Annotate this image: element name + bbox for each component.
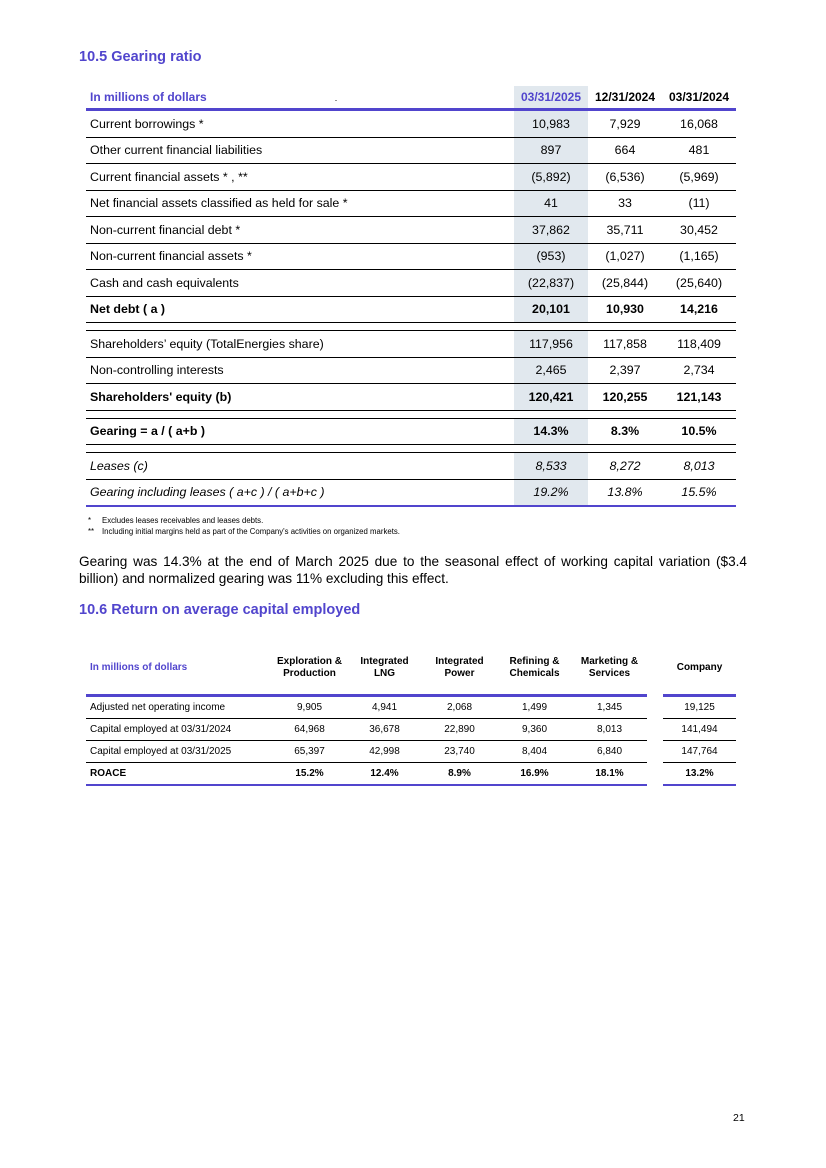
cell: 664 (588, 137, 662, 164)
row-label: Shareholders' equity (b) (86, 384, 514, 411)
cell: 23,740 (422, 741, 497, 763)
cell: 8,404 (497, 741, 572, 763)
gearing-ratio-table (86, 86, 736, 507)
cell: 118,409 (662, 331, 736, 358)
row-label: Gearing including leases ( a+c ) / ( a+b+c ) (86, 479, 514, 506)
cell: 22,890 (422, 719, 497, 741)
table-row (86, 696, 736, 719)
cell: 13.8% (588, 479, 662, 506)
cell: 20,101 (514, 296, 588, 323)
cell: 8,272 (588, 453, 662, 480)
cell: 897 (514, 137, 588, 164)
cell: (25,844) (588, 270, 662, 297)
header-col-03-31-2025: 03/31/2025 (514, 86, 588, 110)
row-label: Capital employed at 03/31/2024 (86, 719, 272, 741)
cell: 1,499 (497, 696, 572, 719)
header-col-marketing-services: Marketing & Services (580, 655, 639, 679)
cell: 2,068 (422, 696, 497, 719)
row-label: Other current financial liabilities (86, 137, 514, 164)
cell: (953) (514, 243, 588, 270)
cell: 2,465 (514, 357, 588, 384)
cell: 117,956 (514, 331, 588, 358)
cell: 19.2% (514, 479, 588, 506)
cell: 42,998 (347, 741, 422, 763)
table-row (86, 190, 736, 217)
footnote-text: Excludes leases receivables and leases debts. (102, 516, 264, 525)
cell: 12.4% (347, 763, 422, 786)
cell: 10,930 (588, 296, 662, 323)
row-label: Shareholders’ equity (TotalEnergies share) (86, 331, 514, 358)
cell: 18.1% (572, 763, 647, 786)
header-col-integrated-power: Integrated Power (435, 655, 484, 679)
row-separator (86, 445, 736, 453)
row-label: Gearing = a / ( a+b ) (86, 418, 514, 445)
table-row (86, 719, 736, 741)
cell: (1,165) (662, 243, 736, 270)
table-header-row (86, 86, 736, 110)
cell: 10,983 (514, 110, 588, 138)
footnote-text: Including initial margins held as part of the Company's activities on organized markets. (102, 526, 400, 536)
cell-company: 141,494 (663, 719, 736, 741)
table-row (86, 357, 736, 384)
cell: 35,711 (588, 217, 662, 244)
row-label: Net financial assets classified as held for sale * (86, 190, 514, 217)
table-row (86, 217, 736, 244)
cell: 36,678 (347, 719, 422, 741)
table-row-roace (86, 763, 736, 786)
table-row-gearing-incl-leases (86, 479, 736, 506)
footnote (88, 527, 400, 538)
cell: 2,734 (662, 357, 736, 384)
cell: (25,640) (662, 270, 736, 297)
header-col-company: Company (676, 661, 723, 673)
cell: 4,941 (347, 696, 422, 719)
gearing-commentary: Gearing was 14.3% at the end of March 2025 due to the seasonal effect of working capital variation ($3.4 billion) and normalized gearing was 11% excluding this effect. (79, 554, 747, 586)
cell: 120,421 (514, 384, 588, 411)
row-label: Adjusted net operating income (86, 696, 272, 719)
cell-company: 147,764 (663, 741, 736, 763)
cell: 15.2% (272, 763, 347, 786)
cell: 120,255 (588, 384, 662, 411)
cell: 7,929 (588, 110, 662, 138)
cell: 2,397 (588, 357, 662, 384)
cell: 121,143 (662, 384, 736, 411)
cell: 1,345 (572, 696, 647, 719)
header-col-12-31-2024: 12/31/2024 (588, 86, 662, 110)
footnote-mark: ** (88, 526, 95, 536)
table-row-leases (86, 453, 736, 480)
header-col-exploration-production: Exploration & Production (276, 655, 342, 679)
cell: (1,027) (588, 243, 662, 270)
row-label: Non-current financial debt * (86, 217, 514, 244)
cell: 14,216 (662, 296, 736, 323)
cell: 6,840 (572, 741, 647, 763)
row-label: Current financial assets * , ** (86, 164, 514, 191)
cell: 15.5% (662, 479, 736, 506)
cell: 14.3% (514, 418, 588, 445)
row-separator (86, 410, 736, 418)
row-label: Net debt ( a ) (86, 296, 514, 323)
cell: (5,892) (514, 164, 588, 191)
row-label: Current borrowings * (86, 110, 514, 138)
cell: 30,452 (662, 217, 736, 244)
section-title-gearing-ratio: 10.5 Gearing ratio (79, 49, 202, 65)
cell: 8,013 (572, 719, 647, 741)
row-label: Leases (c) (86, 453, 514, 480)
cell: 9,360 (497, 719, 572, 741)
cell: 117,858 (588, 331, 662, 358)
row-label: Cash and cash equivalents (86, 270, 514, 297)
cell-company: 13.2% (663, 763, 736, 786)
header-label: In millions of dollars . (86, 86, 514, 110)
cell: 33 (588, 190, 662, 217)
cell: 8,533 (514, 453, 588, 480)
table-row (86, 243, 736, 270)
header-dot: . (334, 93, 338, 103)
table-row (86, 270, 736, 297)
cell-company: 19,125 (663, 696, 736, 719)
section-title-roace: 10.6 Return on average capital employed (79, 602, 361, 618)
row-label: ROACE (86, 763, 272, 786)
row-label: Non-controlling interests (86, 357, 514, 384)
cell: 37,862 (514, 217, 588, 244)
cell: 8.9% (422, 763, 497, 786)
footnotes (88, 516, 400, 537)
row-label: Non-current financial assets * (86, 243, 514, 270)
cell: 8.3% (588, 418, 662, 445)
table-row (86, 164, 736, 191)
header-col-refining-chemicals: Refining & Chemicals (509, 655, 560, 679)
cell: (6,536) (588, 164, 662, 191)
table-header-row (86, 649, 736, 686)
row-label: Capital employed at 03/31/2025 (86, 741, 272, 763)
footnote-mark: * (88, 516, 92, 525)
page-number: 21 (733, 1112, 745, 1124)
cell: 16,068 (662, 110, 736, 138)
cell: 481 (662, 137, 736, 164)
cell: 10.5% (662, 418, 736, 445)
table-row (86, 137, 736, 164)
cell: 41 (514, 190, 588, 217)
header-col-03-31-2024: 03/31/2024 (662, 86, 736, 110)
cell: (22,837) (514, 270, 588, 297)
table-row-gearing (86, 418, 736, 445)
header-col-integrated-lng: Integrated LNG (360, 655, 409, 679)
cell: 8,013 (662, 453, 736, 480)
cell: 16.9% (497, 763, 572, 786)
header-label: In millions of dollars (90, 661, 188, 673)
table-row (86, 331, 736, 358)
roace-table (86, 649, 736, 786)
footnote (88, 516, 400, 527)
cell: 9,905 (272, 696, 347, 719)
cell: (5,969) (662, 164, 736, 191)
table-row-net-debt (86, 296, 736, 323)
row-separator (86, 323, 736, 331)
table-row-shareholders-equity (86, 384, 736, 411)
cell: (11) (662, 190, 736, 217)
table-row (86, 110, 736, 138)
cell: 64,968 (272, 719, 347, 741)
cell: 65,397 (272, 741, 347, 763)
table-row (86, 741, 736, 763)
